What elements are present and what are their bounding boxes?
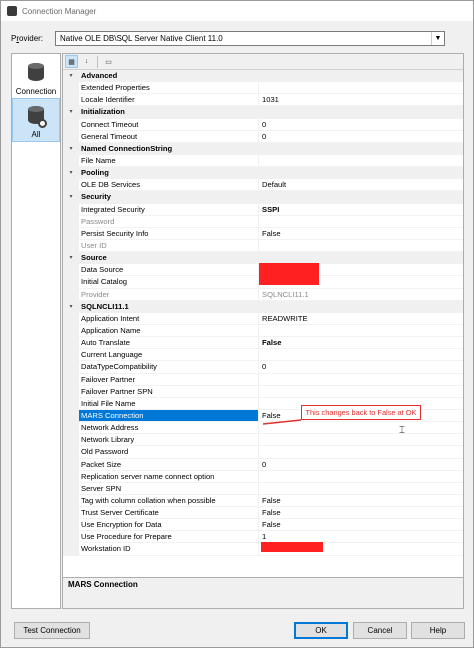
category-row[interactable] [63,70,463,82]
property-name[interactable]: File Name [79,155,259,167]
property-name[interactable]: Use Procedure for Prepare [79,531,259,543]
categorized-icon[interactable]: ▦ [65,55,78,68]
row-gutter [63,434,79,446]
database-icon [25,59,47,85]
nav-label-connection: Connection [15,87,57,96]
property-name[interactable]: Extended Properties [79,82,259,94]
property-value[interactable]: 0 [259,131,463,143]
row-gutter [63,410,79,422]
property-grid-panel [62,53,464,609]
property-row[interactable] [63,507,463,519]
nav-label-all: All [31,130,41,139]
property-grid [63,70,463,577]
property-value[interactable]: 0 [259,459,463,471]
property-value[interactable]: False [259,507,463,519]
property-row[interactable] [63,216,463,228]
property-name[interactable]: Packet Size [79,459,259,471]
property-value[interactable] [259,386,463,398]
description-title: MARS Connection [68,580,138,589]
property-value[interactable]: False [259,495,463,507]
property-value[interactable] [259,155,463,167]
annotation-callout: This changes back to False at OK [301,405,421,420]
property-value[interactable] [259,349,463,361]
property-row[interactable] [63,434,463,446]
property-value[interactable]: READWRITE [259,313,463,325]
row-gutter [63,422,79,434]
row-gutter [63,264,79,276]
row-gutter [63,179,79,191]
test-connection-button[interactable]: Test Connection [14,622,90,639]
row-gutter [63,349,79,361]
row-gutter [63,361,79,373]
property-value[interactable] [259,374,463,386]
property-name[interactable]: Password [79,216,259,228]
property-row[interactable] [63,361,463,373]
database-plug-icon [25,102,47,128]
property-value[interactable] [259,434,463,446]
property-row[interactable] [63,204,463,216]
category-row[interactable] [63,106,463,118]
category-label: Source [79,252,463,264]
row-gutter [63,374,79,386]
property-row[interactable] [63,289,463,301]
row-gutter [63,386,79,398]
property-value[interactable]: SQLNCLI11.1 [259,289,463,301]
row-gutter [63,94,79,106]
property-value[interactable]: False [259,519,463,531]
property-row[interactable] [63,119,463,131]
row-gutter [63,82,79,94]
category-label: Advanced [79,70,463,82]
provider-dropdown[interactable] [55,31,445,46]
collapse-icon[interactable]: ▾ [63,252,79,264]
collapse-icon[interactable]: ▾ [63,143,79,155]
property-row[interactable] [63,459,463,471]
property-value[interactable]: 0 [259,119,463,131]
row-gutter [63,289,79,301]
property-name[interactable]: Initial Catalog [79,276,259,288]
description-panel [63,577,463,608]
property-name[interactable]: Application Name [79,325,259,337]
nav-item-connection[interactable] [12,54,60,98]
property-row[interactable] [63,495,463,507]
property-value[interactable]: 1031 [259,94,463,106]
property-name[interactable]: Auto Translate [79,337,259,349]
row-gutter [63,240,79,252]
chevron-down-icon[interactable]: ▼ [431,32,444,45]
property-name[interactable]: Data Source [79,264,259,276]
property-name[interactable]: Application Intent [79,313,259,325]
property-row[interactable] [63,483,463,495]
redaction-data-source [259,263,319,285]
row-gutter [63,398,79,410]
property-name[interactable]: Workstation ID [79,543,259,555]
row-gutter [63,459,79,471]
property-pages-icon[interactable]: ▭ [105,58,112,66]
property-name[interactable]: Trust Server Certificate [79,507,259,519]
property-value[interactable]: SSPI [259,204,463,216]
category-label: SQLNCLI11.1 [79,301,463,313]
property-name[interactable]: Tag with column collation when possible [79,495,259,507]
mouse-cursor-icon: ⌶ [399,425,405,436]
row-gutter [63,131,79,143]
page-selector [11,53,61,609]
row-gutter [63,155,79,167]
row-gutter [63,313,79,325]
property-row[interactable] [63,519,463,531]
property-name[interactable]: General Timeout [79,131,259,143]
row-gutter [63,337,79,349]
property-name[interactable]: Locale Identifier [79,94,259,106]
property-name[interactable]: Network Library [79,434,259,446]
alphabetical-icon[interactable]: ↓ [84,58,89,65]
property-row[interactable] [63,94,463,106]
property-row[interactable] [63,349,463,361]
annotation-underline [262,418,302,426]
property-name[interactable]: Initial File Name [79,398,259,410]
category-row[interactable] [63,143,463,155]
property-name[interactable]: Current Language [79,349,259,361]
property-row[interactable] [63,337,463,349]
collapse-icon[interactable]: ▾ [63,167,79,179]
property-value[interactable] [259,325,463,337]
property-row[interactable] [63,374,463,386]
property-name[interactable]: Replication server name connect option [79,471,259,483]
property-name[interactable]: MARS Connection [79,410,259,422]
property-value[interactable] [259,240,463,252]
category-label: Security [79,191,463,203]
property-row[interactable] [63,82,463,94]
property-row[interactable] [63,155,463,167]
property-value[interactable]: False [259,228,463,240]
property-value[interactable] [259,446,463,458]
property-row[interactable] [63,131,463,143]
provider-value: Native OLE DB\SQL Server Native Client 11.0 [60,33,223,43]
row-gutter [63,228,79,240]
row-gutter [63,507,79,519]
property-value[interactable]: False [259,337,463,349]
cancel-button[interactable]: Cancel [353,622,407,639]
row-gutter [63,204,79,216]
ok-button[interactable]: OK [294,622,348,639]
property-name[interactable]: DataTypeCompatibility [79,361,259,373]
property-name[interactable]: Use Encryption for Data [79,519,259,531]
provider-label: Provider: [11,33,44,43]
property-name[interactable]: OLE DB Services [79,179,259,191]
row-gutter [63,216,79,228]
property-row[interactable] [63,471,463,483]
property-name[interactable]: User ID [79,240,259,252]
property-value[interactable] [259,471,463,483]
provider-row [11,30,445,46]
row-gutter [63,483,79,495]
category-label: Initialization [79,106,463,118]
property-name[interactable]: Old Password [79,446,259,458]
property-name[interactable]: Network Address [79,422,259,434]
property-name[interactable]: Integrated Security [79,204,259,216]
category-label: Named ConnectionString [79,143,463,155]
property-name[interactable]: Server SPN [79,483,259,495]
toolbar-separator [97,56,98,68]
window-title: Connection Manager [22,6,97,16]
row-gutter [63,495,79,507]
collapse-icon[interactable]: ▾ [63,106,79,118]
property-value[interactable]: 0 [259,361,463,373]
nav-item-all[interactable] [12,98,60,142]
property-name[interactable]: Provider [79,289,259,301]
row-gutter [63,471,79,483]
property-value[interactable] [259,216,463,228]
property-row[interactable] [63,240,463,252]
help-button[interactable]: Help [411,622,465,639]
row-gutter [63,325,79,337]
app-icon [7,6,17,16]
collapse-icon[interactable]: ▾ [63,191,79,203]
category-row[interactable] [63,301,463,313]
property-name[interactable]: Failover Partner [79,374,259,386]
property-value[interactable]: False [259,410,463,422]
row-gutter [63,519,79,531]
collapse-icon[interactable]: ▾ [63,70,79,82]
property-grid-toolbar [63,54,463,70]
property-row[interactable] [63,228,463,240]
property-row[interactable] [63,313,463,325]
collapse-icon[interactable]: ▾ [63,301,79,313]
row-gutter [63,276,79,288]
category-row[interactable] [63,191,463,203]
row-gutter [63,446,79,458]
property-value[interactable]: Default [259,179,463,191]
title-bar [1,1,473,21]
property-name[interactable]: Connect Timeout [79,119,259,131]
property-row[interactable] [63,325,463,337]
property-value[interactable] [259,483,463,495]
property-name[interactable]: Persist Security Info [79,228,259,240]
property-row[interactable] [63,386,463,398]
row-gutter [63,531,79,543]
property-row[interactable] [63,446,463,458]
category-row[interactable] [63,167,463,179]
category-label: Pooling [79,167,463,179]
row-gutter [63,119,79,131]
property-name[interactable]: Failover Partner SPN [79,386,259,398]
property-value[interactable]: 1 [259,531,463,543]
row-gutter [63,543,79,555]
redaction-workstation-id [261,542,323,552]
property-row[interactable] [63,179,463,191]
property-value[interactable] [259,82,463,94]
